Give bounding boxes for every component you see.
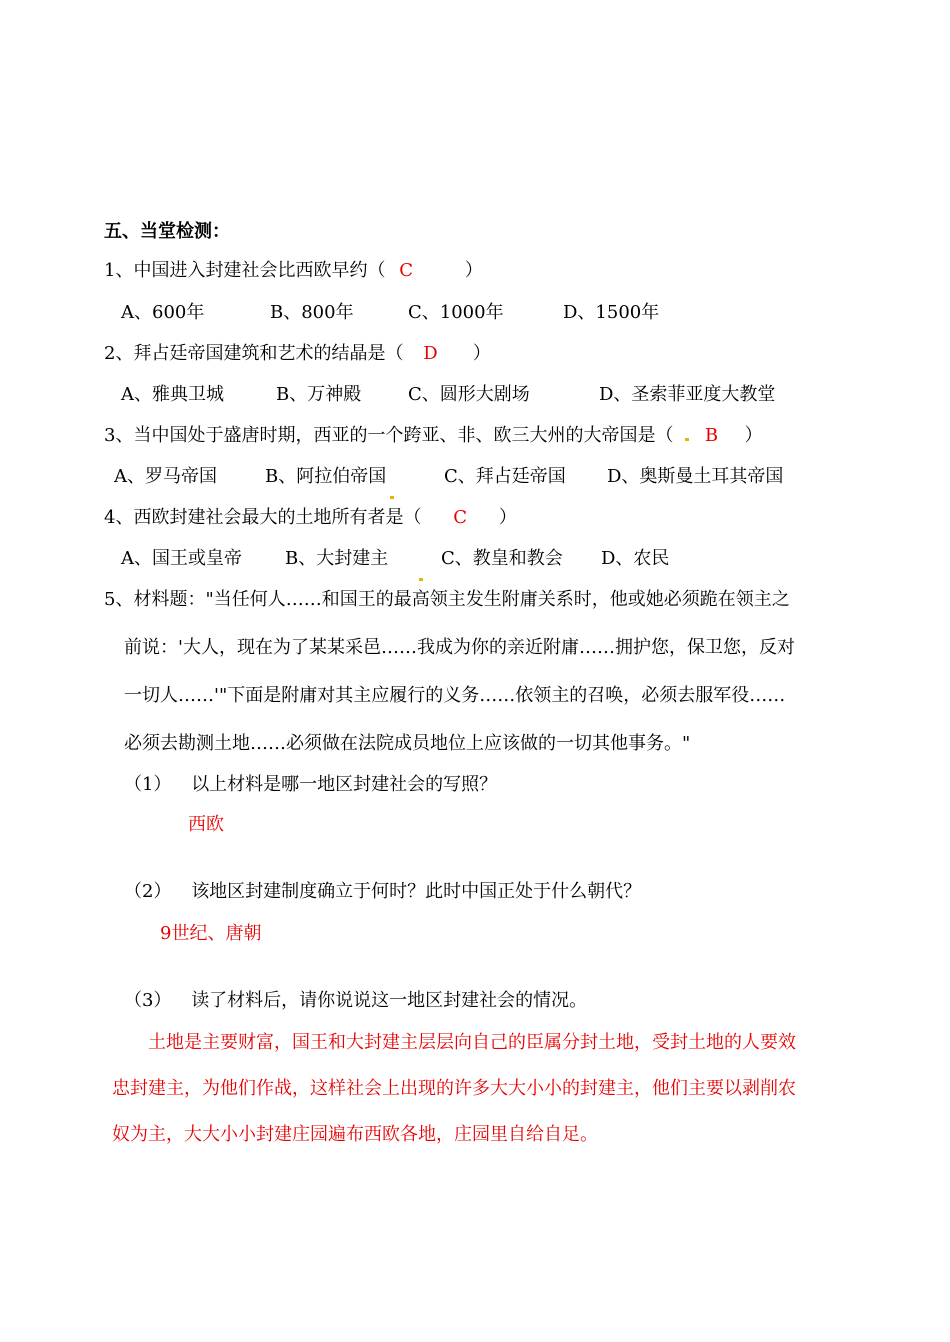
option-a: A、罗马帝国 <box>114 466 217 487</box>
material-line-1: 5、材料题："当任何人……和国王的最高领主发生附庸关系时，他或她必须跪在领主之 <box>104 589 790 610</box>
option-b: B、800年 <box>270 302 354 323</box>
option-a: A、雅典卫城 <box>121 384 224 405</box>
question-1-stem: 1、中国进入封建社会比西欧早约（ <box>104 260 386 281</box>
sub-question-2 <box>124 880 641 904</box>
question-1 <box>104 259 483 283</box>
material-line-4: 必须去勘测土地……必须做在法院成员地位上应该做的一切其他事务。" <box>124 733 691 754</box>
sub-question-1-answer: 西欧 <box>188 814 224 835</box>
option-c: C、拜占廷帝国 <box>444 466 566 487</box>
option-c: C、教皇和教会 <box>441 548 563 569</box>
sub-question-1-number: （1） <box>124 774 172 795</box>
question-2-answer: D <box>423 343 438 364</box>
question-4 <box>104 506 517 530</box>
option-d: D、农民 <box>601 548 670 569</box>
question-3-stem: 3、当中国处于盛唐时期，西亚的一个跨亚、非、欧三大州的大帝国是（ <box>104 425 674 446</box>
option-c: C、圆形大剧场 <box>408 384 530 405</box>
sub-question-1-text: 以上材料是哪一地区封建社会的写照？ <box>191 774 498 795</box>
sub-question-3-text: 读了材料后，请你说说这一地区封建社会的情况。 <box>191 990 588 1011</box>
question-2-close: ） <box>472 343 491 364</box>
option-b: B、大封建主 <box>285 548 389 569</box>
sub-question-2-answer: 9世纪、唐朝 <box>160 923 262 944</box>
sub-question-3-answer-line-2: 忠封建主，为他们作战，这样社会上出现的许多大大小小的封建主，他们主要以剥削农 <box>112 1078 796 1099</box>
question-4-close: ） <box>498 507 517 528</box>
question-3-close: ） <box>744 425 763 446</box>
sub-question-2-number: （2） <box>124 881 172 902</box>
question-1-answer: C <box>399 260 413 281</box>
sub-question-2-text: 该地区封建制度确立于何时？此时中国正处于什么朝代？ <box>191 881 642 902</box>
question-2-stem: 2、拜占廷帝国建筑和艺术的结晶是（ <box>104 343 404 364</box>
option-a: A、600年 <box>121 302 205 323</box>
question-4-answer: C <box>453 507 467 528</box>
material-line-3: 一切人……'"下面是附庸对其主应履行的义务……依领主的召唤，必须去服军役…… <box>124 685 786 706</box>
option-d: D、奥斯曼土耳其帝国 <box>607 466 784 487</box>
sub-question-1 <box>124 773 497 797</box>
question-3 <box>104 424 763 448</box>
option-b: B、万神殿 <box>276 384 362 405</box>
option-d: D、1500年 <box>563 302 660 323</box>
question-3-answer: B <box>704 425 719 446</box>
sub-question-3-answer-line-3: 奴为主，大大小小封建庄园遍布西欧各地，庄园里自给自足。 <box>112 1124 598 1145</box>
sub-question-3-answer-line-1: 土地是主要财富，国王和大封建主层层向自己的臣属分封土地，受封土地的人要效 <box>148 1032 796 1053</box>
option-c: C、1000年 <box>408 302 504 323</box>
highlight-mark <box>685 438 689 441</box>
question-4-stem: 4、西欧封建社会最大的土地所有者是（ <box>104 507 422 528</box>
highlight-mark <box>390 496 394 499</box>
question-2 <box>104 342 491 366</box>
sub-question-3 <box>124 989 587 1013</box>
option-b: B、阿拉伯帝国 <box>265 466 387 487</box>
highlight-mark <box>419 578 423 581</box>
sub-question-3-number: （3） <box>124 990 172 1011</box>
option-d: D、圣索菲亚度大教堂 <box>599 384 776 405</box>
material-line-2: 前说：'大人，现在为了某某采邑……我成为你的亲近附庸……拥护您，保卫您，反对 <box>124 637 795 658</box>
section-title: 五、当堂检测： <box>104 221 230 242</box>
question-1-close: ） <box>464 260 483 281</box>
option-a: A、国王或皇帝 <box>121 548 242 569</box>
